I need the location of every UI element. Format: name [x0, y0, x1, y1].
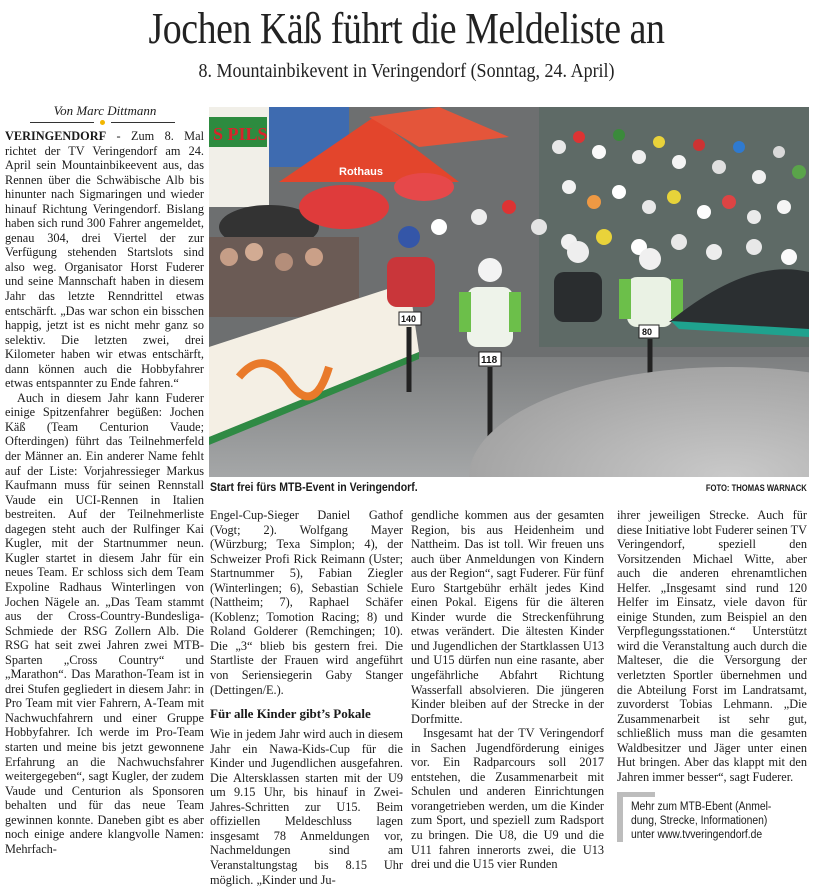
info-box [617, 792, 807, 842]
subheadline: 8. Mountainbikevent in Veringendorf (Sonntag, 24. April) [198, 60, 615, 82]
info-link-line[interactable]: unter www.tvveringendorf.de [631, 829, 763, 841]
paragraph: Wie in jedem Jahr wird auch in diesem Jahr ein Nawa-Kids-Cup für die Kinder und Jugendlichen ausgefahren. Die Altersklassen starten mit der U9 um 9.15 Uhr, bis hinauf in Zwei-Jahres-Schritten zur U15. Beim offiziellen Meldeschluss lagen insgesamt 78 Anmeldungen vor, Nachmeldungen sind am Veranstaltungstag bis 8.15 Uhr möglich. „Kinder und Ju- [210, 727, 403, 887]
info-line: Mehr zum MTB-Ebent (Anmel- [631, 801, 772, 813]
paragraph: ihrer jeweiligen Strecke. Auch für diese Initiative lobt Fuderer seinen TV Veringendorf, speziell den Vorsitzenden Michael Witte, aber auch die anderen ehrenamtlichen Helfer. „Insgesamt sind rund 120 Helfer im Einsatz, viele davon für einige Stunden, zum Beispiel an den Verpflegungsstationen.“ Unterstützt wird die Veranstaltung auch durch die Malteser, die die Versorgung der verletzten Sportler übernehmen und die Abteilung Forst im Landratsamt, zuvorderst Tobias Lehmann. „Die Zusammenarbeit ist sehr gut, schließlich muss man die gesamten Waldbesitzer und Jäger unter einen Hut bringen. Aber das klappt mit den Jahren immer besser“, sagt Fuderer. [617, 508, 807, 784]
photo-caption: Start frei fürs MTB-Event in Veringendorf. [210, 480, 418, 494]
bib-118: 118 [481, 355, 498, 366]
paragraph: gendliche kommen aus der gesamten Region, bis aus Heidenheim und Nattheim. Das ist toll. Wir freuen uns auch über Anmeldungen von Kindern aus der Region“, sagt Fuderer. Für fünf Euro Startgebühr erhält jedes Kind einen Pokal. Eigens für die älteren Kinder wurde die Streckenführung etwas verändert. Die ältesten Kinder und Jugendlichen der Startklassen U13 und U15 dürfen nun eine rasante, aber ungefährliche Abfahrt Richtung Wasserfall absolvieren. Die jüngeren Kinder bleiben auf der Strecke in der Dorfmitte. [411, 508, 604, 726]
paragraph-text: - Zum 8. Mal richtet der TV Veringendorf am 24. April sein Mountainbikeevent aus, das Rennen über die Schwäbische Alb bis hinunter nach Sigmaringen und wieder hinauf Richtung Veringendorf. Bislang haben sich rund 300 Fahrer angemeldet, genau 304, drei Viertel der zur Verfügung stehenden Startslots sind also weg. Organisator Horst Fuderer und seine Mannschaft haben in diesem Jahr das letzte Renndrittel etwas entschärft. „Das war schon ein bisschen happig, jetzt ist es nicht mehr ganz so selektiv. Die letzten zwei, drei Kilometer haben wir etwas entschärft, dann können auch die Hobbyfahrer etwas entspannter zu Ende fahren.“ [5, 129, 204, 391]
paragraph: Engel-Cup-Sieger Daniel Gathof (Vogt; 2). Wolfgang Mayer (Würzburg; Texa Simplon; 4), der Schweizer Profi Rick Reimann (Uster; Startnummer 5), Fabian Ziegler (Winterlingen; 6), Sebastian Schiele (Nattheim; 7), Raphael Schäfer (Koblenz; Tomotion Racing; 8) und Roland Golderer (Remchingen; 10). Die „3“ blieb bis gestern frei. Die Startliste der Frauen wird angeführt von Seriensiegerin Gaby Stanger (Dettingen/E.). [210, 508, 403, 697]
info-box-bar [617, 792, 623, 842]
article-column-1 [5, 129, 204, 856]
byline: Von Marc Dittmann [53, 103, 157, 118]
article-column-3 [411, 508, 604, 872]
info-box-text [631, 800, 793, 842]
byline-rule-left [30, 122, 94, 123]
photo-credit: FOTO: THOMAS WARNACK [705, 483, 807, 493]
byline-dot [100, 120, 105, 125]
cyclists-photo [209, 107, 809, 477]
byline-rule-right [111, 122, 175, 123]
paragraph: Insgesamt hat der TV Veringendorf in Sachen Jugendförderung einiges vor. Ein Radparcours soll 2017 entstehen, die Zusammenarbeit mit Schulen und anderen Einrichtungen vorangetrieben werden, um die Kinder zum Sport, und speziell zum Radsport zu bringen. Die U8, die U9 und die U11 fahren innerorts zwei, die U13 drei und die U15 vier Runden [411, 726, 604, 872]
bib-80: 80 [642, 327, 653, 337]
subheading: Für alle Kinder gibt’s Pokale [210, 706, 371, 722]
bib-140: 140 [401, 314, 417, 324]
article-column-4 [617, 508, 807, 784]
dateline: VERINGENDORF [5, 129, 107, 143]
headline: Jochen Käß führt die Meldeliste an [148, 4, 665, 53]
photo [209, 107, 809, 477]
info-line: dung, Strecke, Informationen) [631, 815, 768, 827]
umbrella-text: Rothaus [339, 166, 383, 178]
article-column-2 [210, 508, 403, 887]
banner-text: S PILS [213, 124, 268, 144]
info-box-bar-top [617, 792, 655, 797]
paragraph: Auch in diesem Jahr kann Fuderer einige Spitzenfahrer begüßen: Jochen Käß (Team Centurion Vaude; Ofterdingen) führt das Teilnehmerfeld der Männer an. Ein anderer Name fehlt auf der Liste: Vorjahressieger Markus Kaufmann muss für seinen Rennstall Vaude ein UCI-Rennen in Italien bestreiten. Auf der Teilnehmerliste dagegen steht auch der Rulfinger Kai Kugler, mit der Startnummer neun. Kugler startet in diesem Jahr für ein neues Team. Er schloss sich dem Team Expoline Radhaus Winterlingen von Jochen Nägele an. „Das Team stammt aus der Cross-Country-Bundesliga-Schmiede der RSG Zollern Alb. Die RSG hat seit zwei Jahren zwei MTB-Sparten „Cross Country“ und „Marathon“. Das Marathon-Team ist in drei Stufen gegliedert in diesem Jahr: in Pro Team mit vier Fahrern, A-Team mit Nachwuchfahrern und einer Gruppe Hobbyfahrer. Ich werde im Pro-Team starten und meine bis jetzt gewonnene Erfahrung an die Nachwuchsfahrer weitergegeben“, sagt Kugler, der zudem Vaude und Centurion als Sponsoren behalten und für das neue Team gewinnen konnte. Daneben gibt es aber noch einige andere klangvolle Namen: Mehrfach- [5, 390, 204, 856]
paragraph [5, 129, 204, 391]
